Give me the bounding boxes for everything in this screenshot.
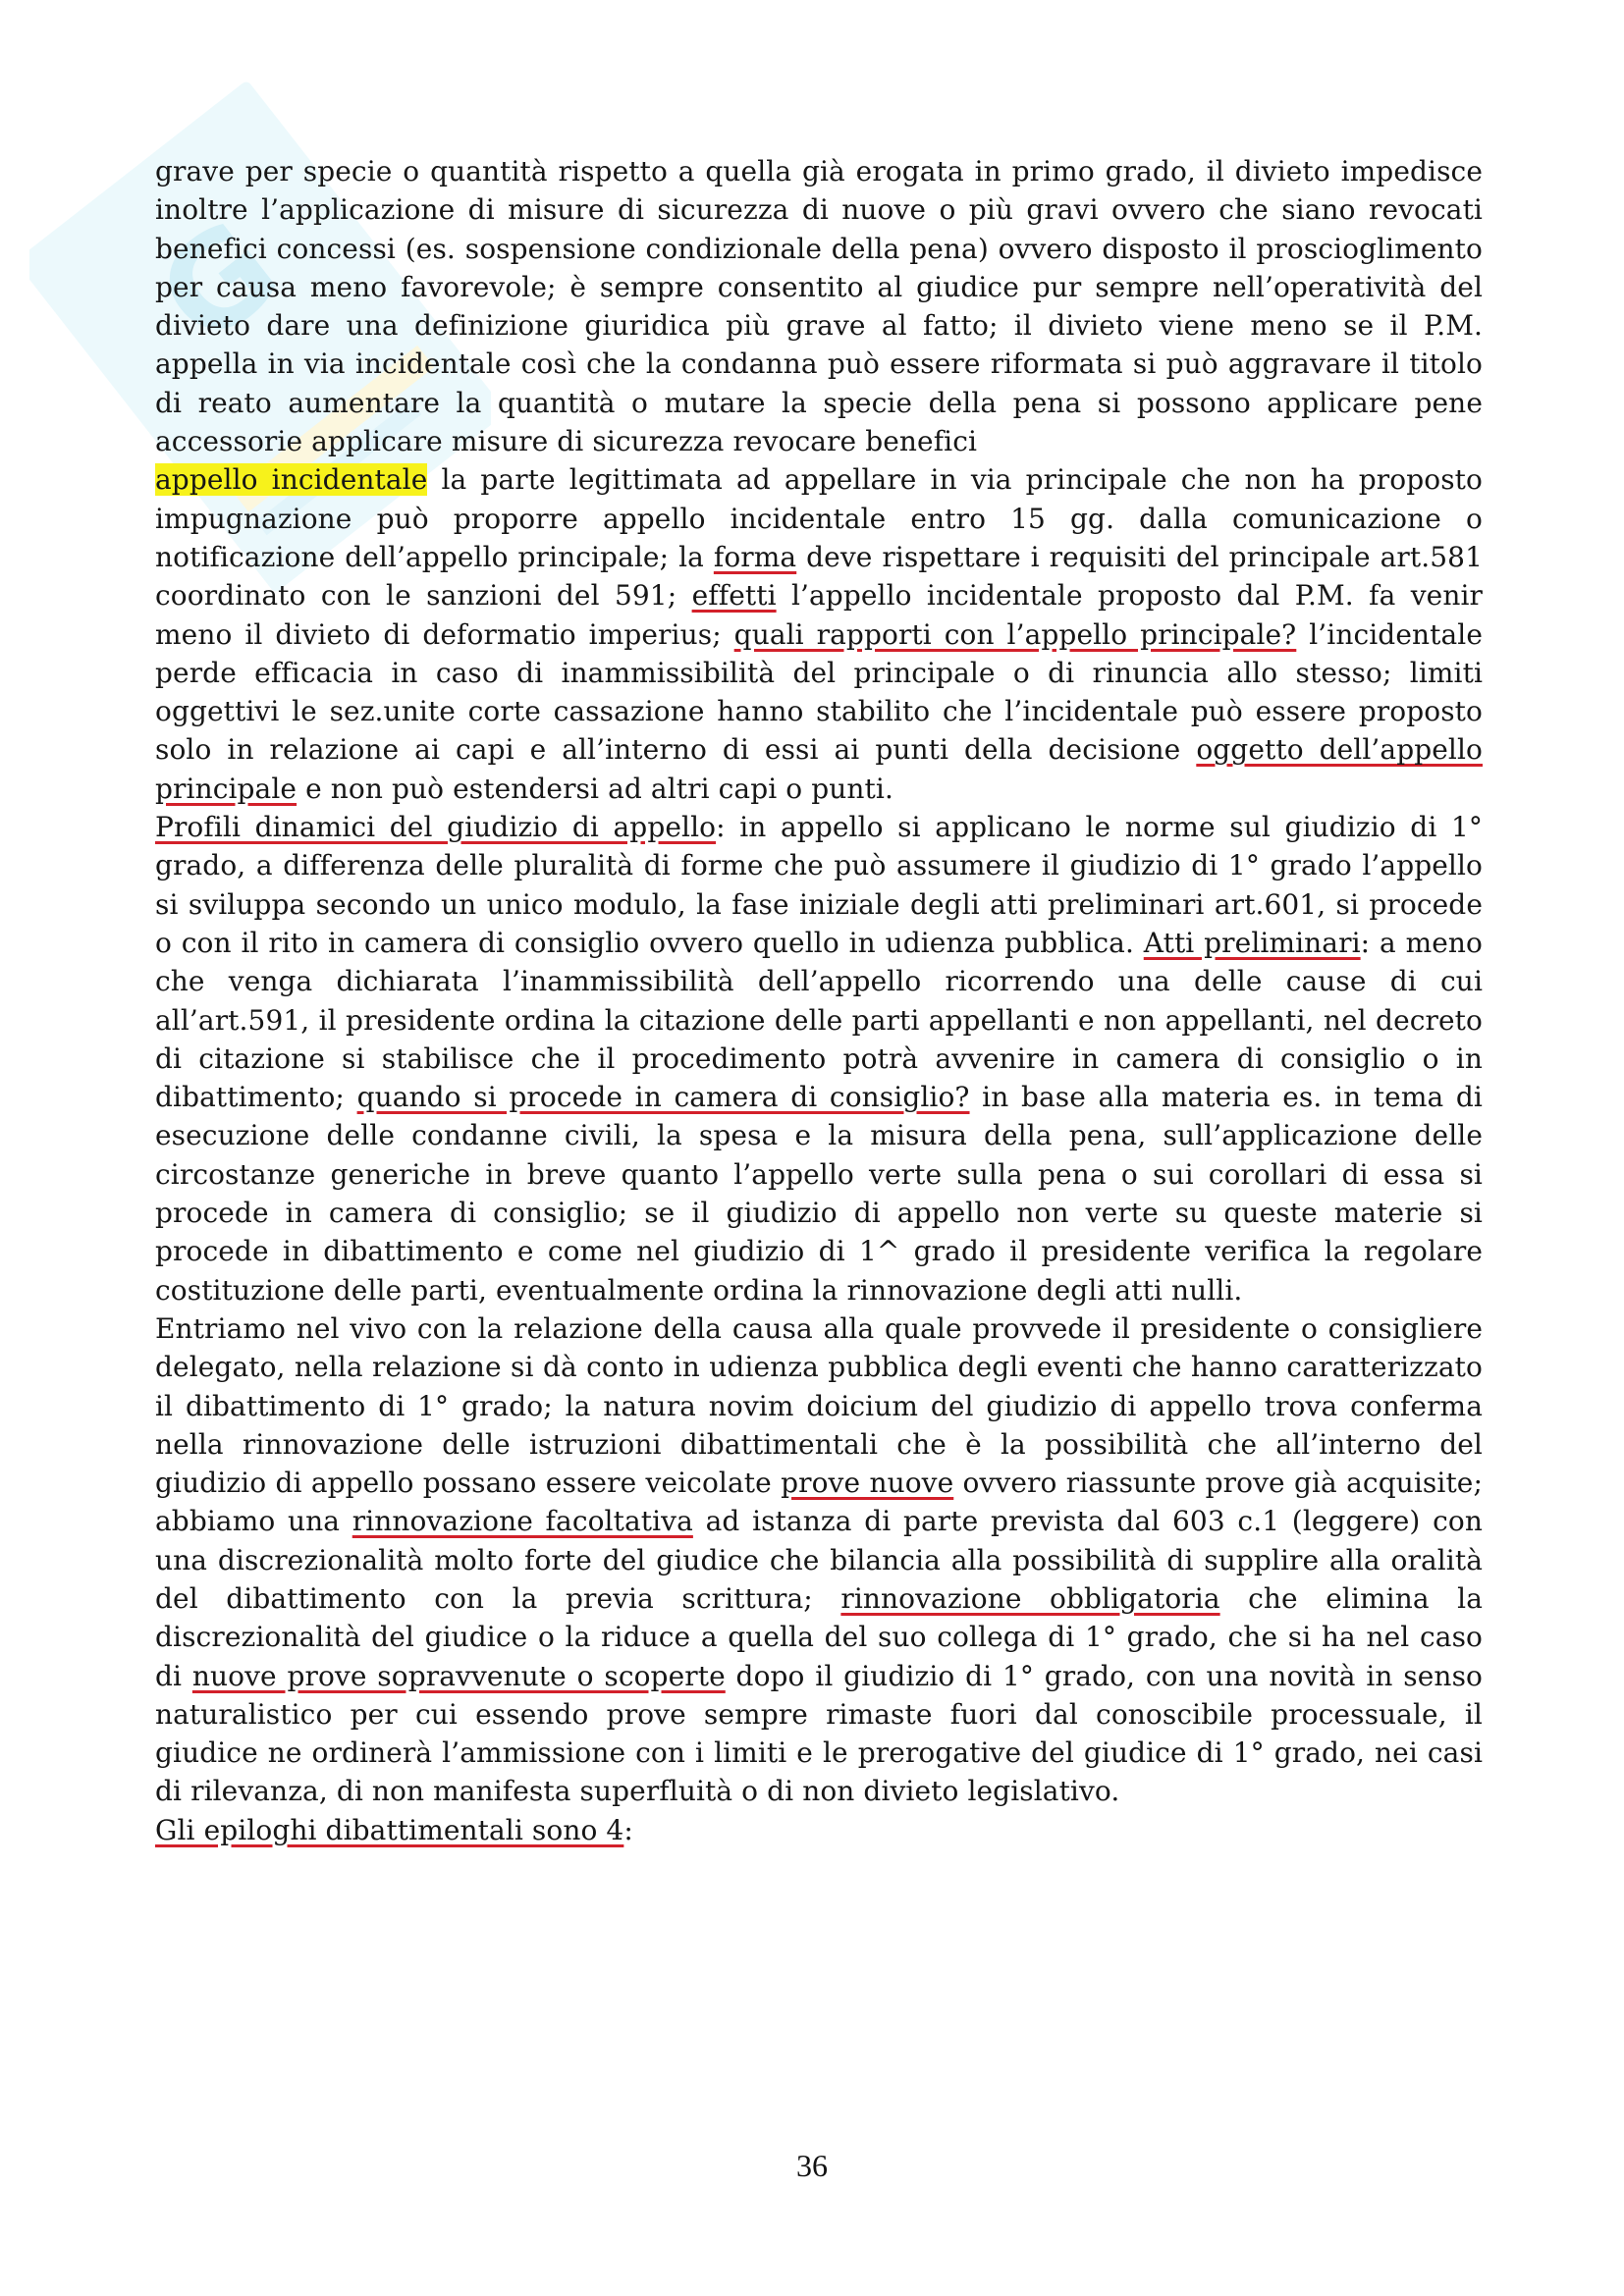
text-run: l’incidentale perde efficacia in caso di inammissibilità del principale o di rinuncia allo stesso; limiti oggettivi le sez.unite corte cassazione hanno stabilito che l’incidentale può essere proposto solo in relazione ai capi e all’interno di essi ai punti della decisione: [155, 617, 1483, 767]
underlined-term: rinnovazione facoltativa: [352, 1505, 693, 1538]
text-run: la parte legittimata ad appellare in via principale che non ha proposto impugnazione può proporre appello incidentale entro 15 gg. dalla comunicazione o notificazione dell’appello principale; la: [155, 463, 1483, 573]
paragraph: [155, 1309, 1483, 1811]
underlined-term: Gli epiloghi dibattimentali sono 4: [155, 1813, 624, 1846]
page-body: [155, 152, 1483, 1849]
underlined-term: nuove prove sopravvenute o scoperte: [191, 1659, 726, 1692]
text-run: e non può estendersi ad altri capi o punti.: [297, 772, 893, 805]
underlined-term: rinnovazione obbligatoria: [840, 1581, 1220, 1615]
paragraph: [155, 460, 1483, 808]
underlined-term: Profili dinamici del giudizio di appello: [155, 811, 717, 844]
text-run: deve rispettare i requisiti del principale art.581 coordinato con le sanzioni del 591;: [155, 540, 1483, 613]
underlined-term: quando si procede in camera di consiglio?: [356, 1081, 970, 1114]
underlined-term: oggetto dell’appello principale: [155, 733, 1483, 805]
text-run: che elimina la discrezionalità del giudice o la riduce a quella del suo collega di 1° grado, che si ha nel caso di: [155, 1581, 1483, 1692]
text-run: :: [623, 1813, 633, 1846]
paragraph: [155, 1811, 1483, 1849]
underlined-term: effetti: [691, 579, 777, 613]
text-run: ovvero riassunte prove già acquisite; abbiamo una: [155, 1467, 1484, 1538]
text-run: : in appello si applicano le norme sul giudizio di 1° grado, a differenza delle pluralità di forme che può assumere il giudizio di 1° grado l’appello si sviluppa secondo un unico modulo, la fase iniziale degli atti preliminari art.601, si procede o con il rito in camera di consiglio ovvero quello in udienza pubblica.: [155, 811, 1483, 959]
text-run: : a meno che venga dichiarata l’inammissibilità dell’appello ricorrendo una delle cause di cui all’art.591, il presidente ordina la citazione delle parti appellanti e non appellanti, nel decreto di citazione si stabilisce che il procedimento potrà avvenire in camera di consiglio o in dibattimento;: [155, 926, 1483, 1114]
paragraph: [155, 152, 1483, 460]
underlined-term: prove nuove: [781, 1467, 954, 1500]
paragraph: [155, 808, 1483, 1309]
highlighted-term: appello incidentale: [155, 463, 428, 497]
text-run: dopo il giudizio di 1° grado, con una novità in senso naturalistico per cui essendo prove sempre rimaste fuori dal conoscibile processuale, il giudice ne ordinerà l’ammissione con i limiti e le prerogative del giudice di 1° grado, nei casi di rilevanza, di non manifesta superfluità o di non divieto legislativo.: [155, 1659, 1483, 1808]
watermark-glyph: G: [131, 191, 306, 374]
underlined-term: quali rapporti con l’appello principale?: [733, 617, 1297, 651]
text-run: Entriamo nel vivo con la relazione della causa alla quale provvede il presidente o consigliere delegato, nella relazione si dà conto in udienza pubblica degli eventi che hanno caratterizzato il dibattimento di 1° grado; la natura novim doicium del giudizio di appello trova conferma nella rinnovazione delle istruzioni dibattimentali che è la possibilità che all’interno del giudizio di appello possano essere veicolate: [155, 1311, 1483, 1500]
text-run: l’appello incidentale proposto dal P.M. fa venir meno il divieto di deformatio imperius;: [155, 579, 1483, 651]
underlined-term: Atti preliminari: [1143, 926, 1361, 959]
text-run: ad istanza di parte prevista dal 603 c.1 (leggere) con una discrezionalità molto forte del giudice che bilancia alla possibilità di supplire alla oralità del dibattimento con la previa scrittura;: [155, 1505, 1483, 1615]
page-number: 36: [796, 2148, 828, 2183]
underlined-term: forma: [713, 540, 797, 573]
text-run: in base alla materia es. in tema di esecuzione delle condanne civili, la spesa e la misura della pena, sull’applicazione delle circostanze generiche in breve quanto l’appello verte sulla pena o sui corollari di essa si procede in camera di consiglio; se il giudizio di appello non verte su queste materie si procede in dibattimento e come nel giudizio di 1^ grado il presidente verifica la regolare costituzione delle parti, eventualmente ordina la rinnovazione degli atti nulli.: [155, 1081, 1483, 1307]
text-run: grave per specie o quantità rispetto a quella già erogata in primo grado, il divieto impedisce inoltre l’applicazione di misure di sicurezza di nuove o più gravi ovvero che siano revocati benefici concessi (es. sospensione condizionale della pena) ovvero disposto il proscioglimento per causa meno favorevole; è sempre consentito al giudice pur sempre nell’operatività del divieto dare una definizione giuridica più grave al fatto; il divieto viene meno se il P.M. appella in via incidentale così che la condanna può essere riformata si può aggravare il titolo di reato aumentare la quantità o mutare la specie della pena si possono applicare pene accessorie applicare misure di sicurezza revocare benefici: [155, 155, 1483, 458]
